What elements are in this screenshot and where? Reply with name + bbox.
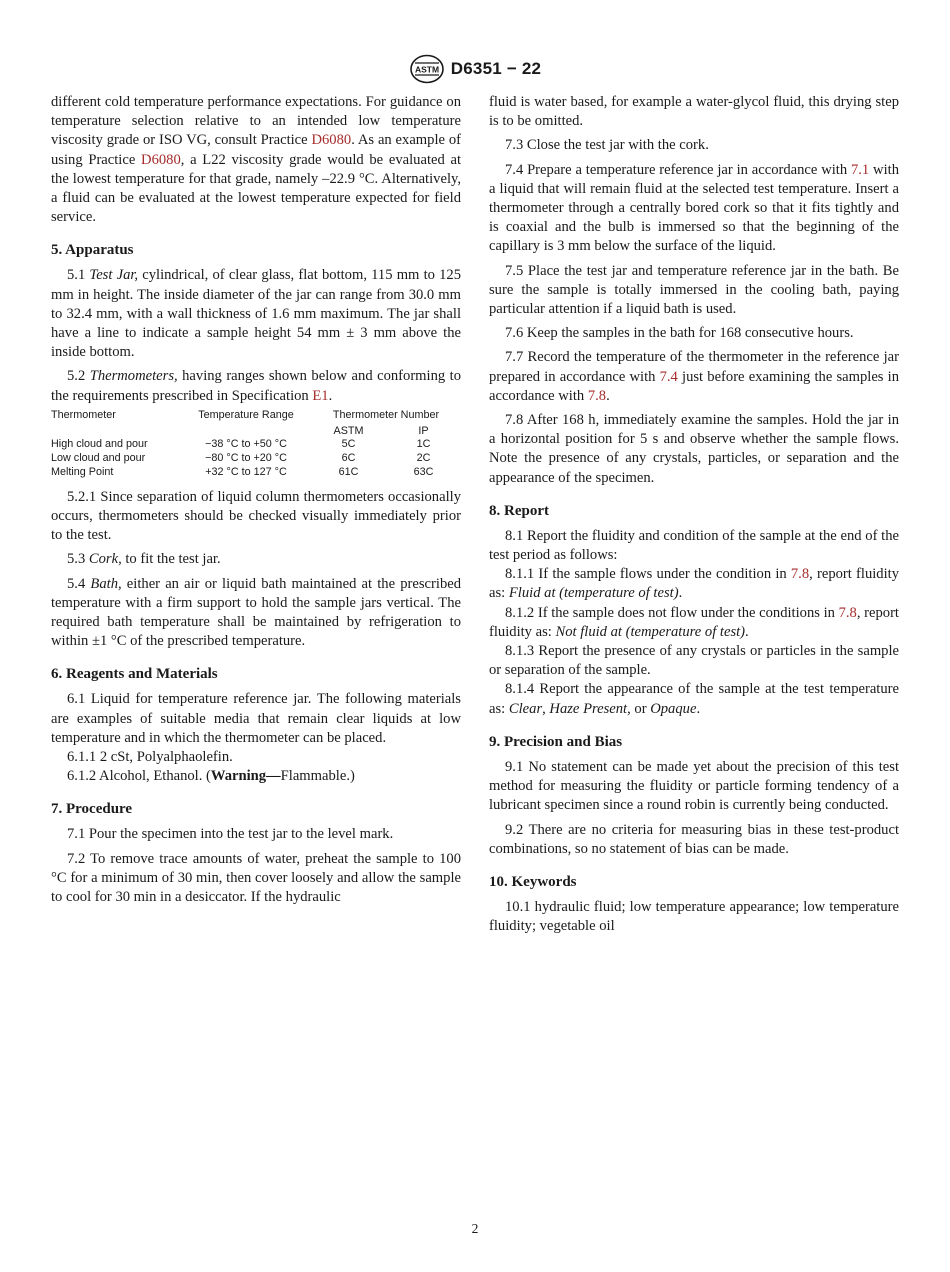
- ref-d6080-link[interactable]: D6080: [311, 132, 352, 149]
- ref-7-8-link[interactable]: 7.8: [838, 604, 857, 621]
- left-column: [51, 93, 461, 907]
- para-10-1: 10.1 hydraulic fluid; low temperature appearance; low temperature fluidity; vegetable oil: [489, 898, 899, 935]
- para-5-2-1: 5.2.1 Since separation of liquid column thermometers occasionally occurs, thermometers should be checked visually immediately prior to the test.: [51, 488, 461, 544]
- table-row: Low cloud and pour −80 °C to +20 °C 6C 2C: [51, 452, 431, 465]
- document-id: D6351 − 22: [450, 59, 542, 78]
- para-9-1: 9.1 No statement can be made yet about the precision of this test method for measuring the fluidity or particle forming tendency of a lubricant specimen since a round robin is currently being conducted.: [489, 758, 899, 814]
- para-5-2: 5.2 Thermometers, having ranges shown below and conforming to the requirements prescribed in Specification E1.: [51, 368, 461, 404]
- para-5-4: 5.4 Bath, either an air or liquid bath maintained at the prescribed temperature with a firm support to hold the sample jars vertical. The required bath temperature shall be maintained by refrigeration to within ±1 °C of the prescribed temperature.: [51, 575, 462, 650]
- thermometer-table: [51, 409, 461, 480]
- ref-7-1-link[interactable]: 7.1: [850, 161, 870, 178]
- para-8-1-1: 8.1.1 If the sample flows under the condition in 7.8, report fluidity as: Fluid at (temperature of test).: [489, 566, 899, 602]
- table-row: Melting Point +32 °C to 127 °C 61C 63C: [51, 466, 434, 479]
- table-header-row: [51, 409, 461, 425]
- section-8-heading: 8. Report: [489, 502, 549, 519]
- right-column: [489, 93, 899, 936]
- para-8-1-3: 8.1.3 Report the presence of any crystals or particles in the sample or separation of the sample.: [489, 643, 899, 679]
- table-subheader-row: [51, 425, 461, 439]
- para-7-2: 7.2 To remove trace amounts of water, preheat the sample to 100 °C for a minimum of 30 min, then cover loosely and allow the sample to cool for 30 min in a desiccator. If the hydraulic: [51, 850, 461, 906]
- ref-7-4-link[interactable]: 7.4: [659, 368, 678, 385]
- ref-7-8-link[interactable]: 7.8: [587, 387, 607, 404]
- para-8-1: 8.1 Report the fluidity and condition of the sample at the end of the test period as follows:: [489, 527, 899, 564]
- header-thermometer: Thermometer: [51, 408, 116, 421]
- para-9-2: 9.2 There are no criteria for measuring bias in these test-product combinations, so no statement of bias can be made.: [489, 821, 899, 857]
- table-row: High cloud and pour −38 °C to +50 °C 5C 1C: [51, 438, 431, 451]
- intro-paragraph: different cold temperature performance expectations. For guidance on temperature selection relative to an intended low temperature viscosity grade or ISO VG, consult Practice D6080. As an example of using Practice D6080, a L22 viscosity grade would be evaluated at the lowest temperature for that grade, namely –22.9 °C. Alternatively, a fluid can be evaluated at the lowest temperature expected for field service.: [51, 94, 461, 226]
- para-7-8: 7.8 After 168 h, immediately examine the samples. Hold the jar in a horizontal position for 5 s and observe whether the sample flows. Note the presence of any crystals, particles, or separation and the appearance of the specimen.: [489, 412, 899, 486]
- section-9-heading: 9. Precision and Bias: [489, 733, 623, 750]
- page-number: 2: [471, 1221, 479, 1236]
- section-10-heading: 10. Keywords: [489, 873, 577, 890]
- para-6-1: 6.1 Liquid for temperature reference jar. The following materials are examples of suitable media that remain clear liquids at low temperature and in which the thermometer can be placed.: [51, 691, 461, 746]
- ref-e1-link[interactable]: E1: [312, 387, 329, 404]
- header-range: Temperature Range: [198, 408, 294, 421]
- para-8-1-2: 8.1.2 If the sample does not flow under the conditions in 7.8, report fluidity as: Not fluid at (temperature of test).: [489, 604, 899, 640]
- para-6-1-2: 6.1.2 Alcohol, Ethanol. (Warning—Flammable.): [67, 768, 355, 785]
- para-7-1: 7.1 Pour the specimen into the test jar to the level mark.: [67, 826, 394, 843]
- para-7-5: 7.5 Place the test jar and temperature reference jar in the bath. Be sure the sample is totally immersed in the cooling bath, paying particular attention if a liquid bath is used.: [489, 262, 899, 318]
- para-7-2-continued: fluid is water based, for example a water-glycol fluid, this drying step is to be omitted.: [489, 94, 899, 130]
- para-6-1-1: 6.1.1 2 cSt, Polyalphaolefin.: [67, 749, 233, 766]
- section-5-heading: 5. Apparatus: [51, 242, 134, 259]
- para-8-1-4: 8.1.4 Report the appearance of the sample at the test temperature as: Clear, Haze Present, or Opaque.: [489, 681, 899, 717]
- para-7-7: 7.7 Record the temperature of the thermometer in the reference jar prepared in accordance with 7.4 just before examining the samples in accordance with 7.8.: [489, 349, 899, 404]
- page-header: [0, 52, 950, 86]
- section-7-heading: 7. Procedure: [51, 801, 133, 818]
- astm-logo-icon: [409, 54, 445, 84]
- para-7-3: 7.3 Close the test jar with the cork.: [505, 137, 709, 154]
- header-ip: IP: [418, 424, 429, 437]
- para-5-1: 5.1 Test Jar, cylindrical, of clear glass, flat bottom, 115 mm to 125 mm in height. The inside diameter of the jar can range from 30.0 mm to 32.4 mm, with a wall thickness of 1.6 mm maximum. The jar shall have a line to indicate a sample height 54 mm ± 3 mm above the inside bottom.: [51, 267, 461, 361]
- section-6-heading: 6. Reagents and Materials: [51, 666, 218, 683]
- header-number: Thermometer Number: [332, 408, 440, 421]
- ref-d6080-link[interactable]: D6080: [141, 151, 181, 168]
- para-7-6: 7.6 Keep the samples in the bath for 168 consecutive hours.: [505, 325, 854, 342]
- logo-text: ASTM: [414, 64, 439, 75]
- ref-7-8-link[interactable]: 7.8: [790, 566, 810, 583]
- header-astm: ASTM: [333, 424, 364, 437]
- para-5-3: 5.3 Cork, to fit the test jar.: [67, 551, 221, 568]
- para-7-4: 7.4 Prepare a temperature reference jar in accordance with 7.1 with a liquid that will remain fluid at the selected test temperature. Insert a thermometer through a centrally bored cork so that it fits tightly and is coaxial and the bulb is immersed so that the beginning of the capillary is 3 mm below the surface of the liquid.: [489, 161, 900, 255]
